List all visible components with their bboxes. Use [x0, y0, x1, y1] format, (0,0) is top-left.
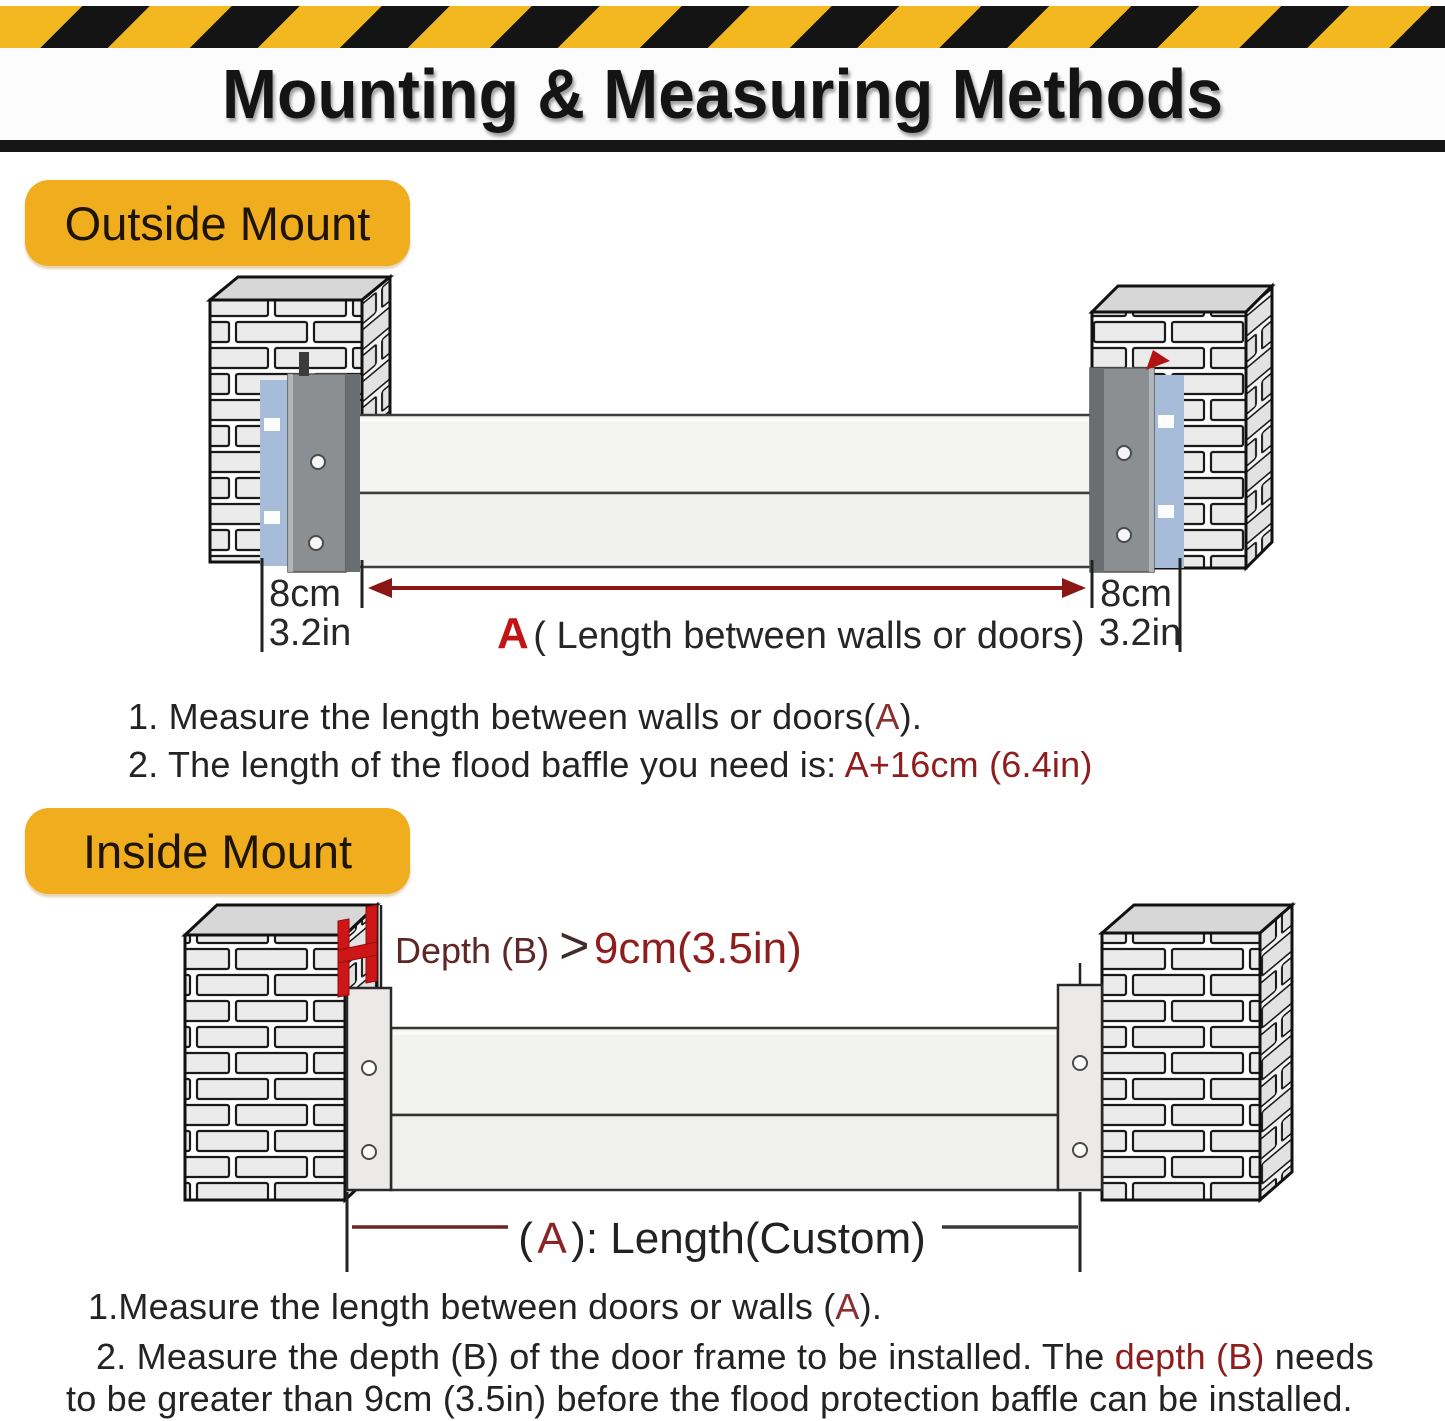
left-offset-cm: 8cm	[269, 573, 341, 615]
span-length-label: A ( Length between walls or doors)	[497, 609, 1085, 658]
custom-length-label: ( A ): Length(Custom)	[518, 1214, 926, 1263]
left-mounting-channel	[347, 988, 391, 1190]
header-divider-bar	[0, 140, 1445, 152]
screw-hole	[1073, 1056, 1087, 1070]
flood-barrier-panels	[391, 1028, 1058, 1190]
inside-step-2: 2. Measure the depth (B) of the door frame to be installed. The depth (B) needs	[96, 1336, 1374, 1377]
outside-step-2: 2. The length of the flood baffle you need is: A+16cm (6.4in)	[128, 744, 1093, 785]
page-title: Mounting & Measuring Methods	[222, 55, 1223, 133]
seal-strip	[260, 380, 290, 566]
arrow-left-head-icon	[368, 578, 392, 598]
screw-hole	[311, 455, 325, 469]
inside-step-2-continued: to be greater than 9cm (3.5in) before the flood protection baffle can be installed.	[66, 1378, 1353, 1419]
right-mounting-channel	[1090, 350, 1184, 572]
flood-barrier-panels	[352, 415, 1094, 567]
channel-pin-slot	[299, 352, 309, 376]
title-band	[0, 48, 1445, 140]
inside-step-1: 1.Measure the length between doors or walls (A).	[88, 1286, 883, 1327]
screw-hole	[1117, 446, 1131, 460]
inside-mount-diagram	[0, 895, 1445, 1285]
right-offset-inch: 3.2in	[1098, 612, 1182, 654]
inside-mount-label: Inside Mount	[25, 808, 410, 894]
length-dimension	[347, 1192, 1080, 1272]
right-offset-cm: 8cm	[1100, 573, 1172, 615]
screw-hole	[362, 1061, 376, 1075]
outside-mount-label: Outside Mount	[25, 180, 410, 266]
width-dimension	[262, 558, 1181, 658]
right-wall-pillar	[1102, 905, 1292, 1200]
arrow-right-head-icon	[1062, 578, 1086, 598]
depth-requirement-label: Depth (B) > 9cm(3.5in)	[395, 917, 802, 975]
left-offset-inch: 3.2in	[268, 612, 352, 654]
hazard-stripe-banner	[0, 6, 1445, 50]
screw-hole	[1073, 1143, 1087, 1157]
left-mounting-channel	[260, 352, 360, 572]
right-mounting-channel	[1058, 963, 1102, 1190]
screw-hole	[309, 536, 323, 550]
screw-hole	[1117, 528, 1131, 542]
seal-strip	[1154, 375, 1184, 568]
outside-mount-diagram	[0, 268, 1445, 668]
screw-hole	[362, 1145, 376, 1159]
outside-step-1: 1. Measure the length between walls or doors(A).	[128, 696, 923, 737]
